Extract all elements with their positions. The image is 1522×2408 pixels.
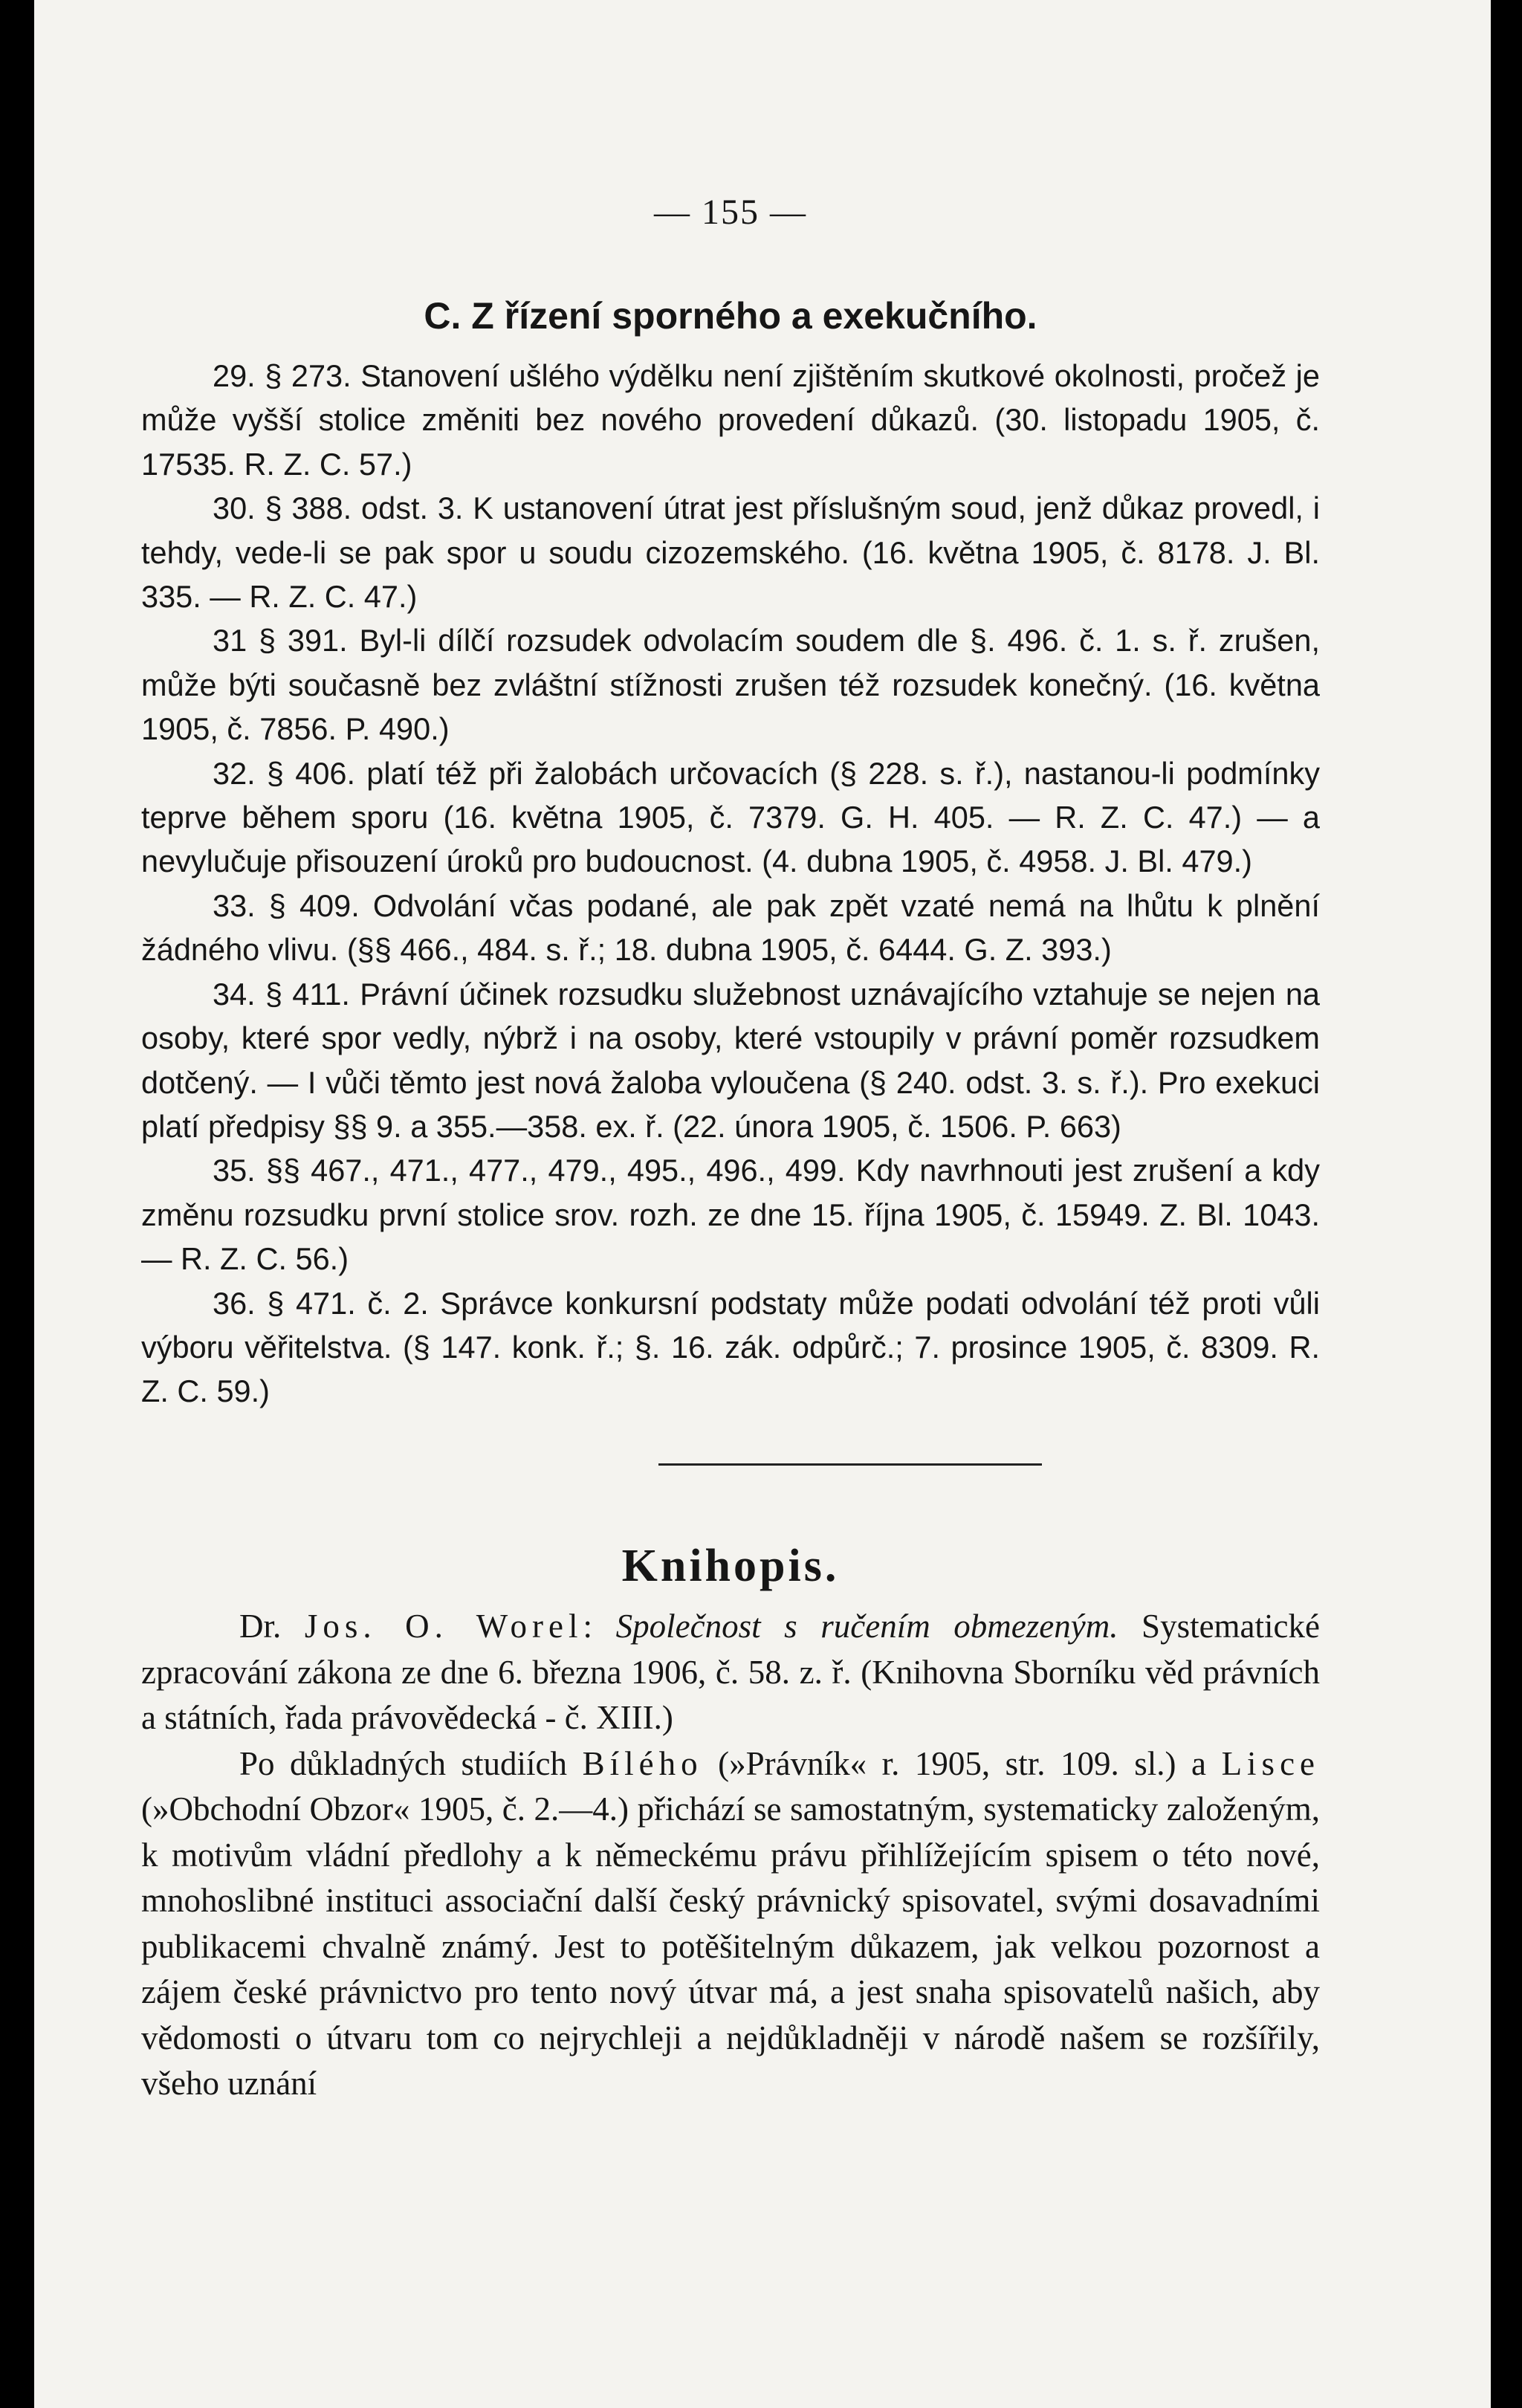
scan-right-border [1491,0,1522,2408]
ruling-30: 30. § 388. odst. 3. K ustanovení útrat jest příslušným soud, jenž důkaz provedl, i tehdy, vede-li se pak spor u soudu cizozemského. (16. května 1905, č. 8178. J. Bl. 335. — R. Z. C. 47.) [141,491,1320,615]
book-title: Společnost s ručením obmezeným. [615,1608,1118,1645]
review-paragraph-1 [141,1604,1320,1741]
ruling-36: 36. § 471. č. 2. Správce konkursní podstaty může podati odvolání též proti vůli výboru věřitelstva. (§ 147. konk. ř.; §. 16. zák. odpůrč.; 7. prosince 1905, č. 8309. R. Z. C. 59.) [141,1285,1320,1409]
page-number: — 155 — [654,192,807,232]
review-text-a: Po důkladných studiích [239,1744,583,1782]
ruling-33: 33. § 409. Odvolání včas podané, ale pak zpět vzaté nemá na lhůtu k plnění žádného vlivu. (§§ 466., 484. s. ř.; 18. dubna 1905, č. 6444. G. Z. 393.) [141,887,1320,968]
cited-author-bily: Bílého [582,1744,703,1782]
review-text-c: (»Obchodní Obzor« 1905, č. 2.—4.) přichází se samostatným, systematicky založeným, k motivům vládní předlohy a k německému právu přihlížejícím spisem o této nové, mnohoslibné instituci associační další český právnický spisovatel, svými dosavadními publikacemi chvalně známý. Jest to potěšitelným důkazem, jak velkou pozornost a zájem české právnictvo pro tento nový útvar má, a jest snaha spisovatelů našich, aby vědomosti o útvaru tom co nejrychleji a nejdůkladněji v národě našem se rozšířily, všeho uznání [141,1790,1320,2102]
review-intro-text: Systematické zpracování zákona ze dne 6. března 1906, č. 58. z. ř. (Knihovna Sborníku věd právních a státních, řada právovědecká - č. XIII.) [141,1608,1320,1736]
author-name: Jos. O. Worel [304,1608,583,1645]
review-paragraph-2 [141,1741,1320,2107]
ruling-35: 35. §§ 467., 471., 477., 479., 495., 496., 499. Kdy navrhnouti jest zrušení a kdy změnu rozsudku první stolice srov. rozh. ze dne 15. října 1905, č. 15949. Z. Bl. 1043. — R. Z. C. 56.) [141,1153,1320,1277]
ruling-32: 32. § 406. platí též při žalobách určovacích (§ 228. s. ř.), nastanou-li podmínky teprve během sporu (16. května 1905, č. 7379. G. H. 405. — R. Z. C. 47.) — a nevylučuje přisouzení úroků pro budoucnost. (4. dubna 1905, č. 4958. J. Bl. 479.) [141,755,1320,879]
section-divider [658,1463,1042,1466]
section-heading: C. Z řízení sporného a exekučního. [424,295,1037,337]
book-review [141,1604,1320,2107]
knihopis-heading: Knihopis. [621,1541,840,1591]
review-text-b: (»Právník« r. 1905, str. 109. sl.) a [702,1744,1222,1782]
ruling-34: 34. § 411. Právní účinek rozsudku služebnost uznávajícího vztahuje se nejen na osoby, které spor vedly, nýbrž i na osoby, které vstoupily v právní poměr rozsudkem dotčený. — I vůči těmto jest nová žaloba vyloučena (§ 240. odst. 3. s. ř.). Pro exekuci platí předpisy §§ 9. a 355.—358. ex. ř. (22. února 1905, č. 1506. P. 663) [141,976,1320,1144]
ruling-29: 29. § 273. Stanovení ušlého výdělku není zjištěním skutkové okolnosti, pročež je může vyšší stolice změniti bez nového provedení důkazů. (30. listopadu 1905, č. 17535. R. Z. C. 57.) [141,358,1320,482]
book-page [34,0,1491,2408]
scan-left-border [0,0,34,2408]
cited-author-lisec: Lisce [1221,1744,1321,1782]
rulings-list [141,354,1320,1414]
ruling-31: 31 § 391. Byl-li dílčí rozsudek odvolacím soudem dle §. 496. č. 1. s. ř. zrušen, může býti současně bez zvláštní stížnosti zrušen též rozsudek konečný. (16. května 1905, č. 7856. P. 490.) [141,623,1320,747]
author-prefix: Dr. [239,1608,305,1645]
author-colon: : [583,1608,616,1645]
